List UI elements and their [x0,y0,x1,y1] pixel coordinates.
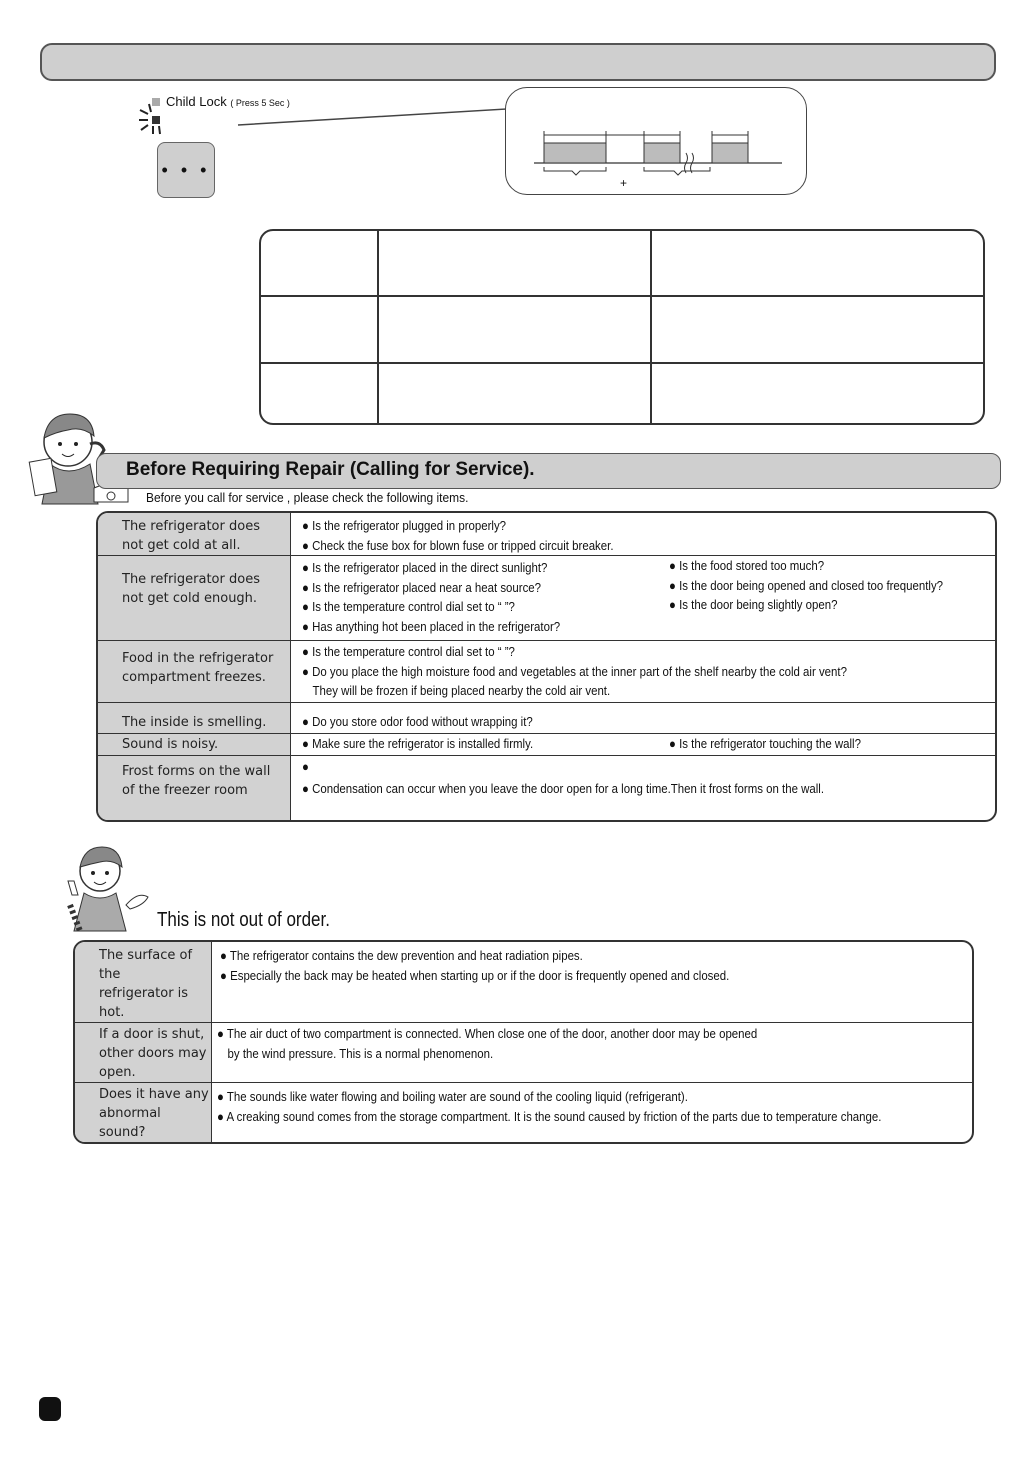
row-label: The inside is smelling. [98,703,291,734]
row-content: ● Do you store odor food without wrapping it? [291,703,995,734]
function-table-divider [377,231,379,423]
table-row [98,734,995,756]
function-table-row-line [261,295,983,297]
table-row [98,703,995,734]
page-number-badge [39,1397,61,1421]
callout-pointer [236,108,508,130]
row-content: ● Is the temperature control dial set to “ ”? ● Do you place the high moisture food and vegetables at the inner part of the shelf nearby the cold air vent? They will be frozen if being placed nearby the cold air vent. [291,641,995,703]
table-row [75,1023,972,1083]
row-label: Food in the refrigerator compartment freezes. [98,641,291,703]
child-lock-button[interactable]: • • • [157,142,215,198]
row-content: ● Is the refrigerator placed in the direct sunlight? ● Is the refrigerator placed near a heat source? ● Is the temperature control dial set to “ ”? ● Has anything hot been placed in the refrigerator? ● Is the food stored too much? ● Is the door being opened and closed too frequently? ● Is the door being slightly open? [291,556,995,641]
row-content: ● Is the refrigerator plugged in properly? ● Check the fuse box for blown fuse or tripped circuit breaker. [291,513,995,556]
row-label: The refrigerator does not get cold enough. [98,556,291,641]
row-label: The refrigerator does not get cold at all. [98,513,291,556]
repair-title: Before Requiring Repair (Calling for Service). [126,459,535,480]
timing-diagram [530,125,790,195]
function-table-divider [650,231,652,423]
table-row [98,556,995,641]
function-table-row-line [261,362,983,364]
table-row [75,942,972,1023]
row-content: ● ● Condensation can occur when you leave the door open for a long time.Then it frost forms on the wall. [302,759,825,796]
table-row [75,1083,972,1142]
table-row [98,756,995,820]
row-label: If a door is shut, other doors may open. [75,1023,212,1083]
girl-ok-icon [66,845,154,933]
table-row [98,641,995,703]
child-lock-label: Child Lock ( Press 5 Sec ) [166,94,290,109]
repair-subtitle: Before you call for service , please check the following items. [146,490,469,505]
callout-plus: + [620,176,628,190]
row-content: ● The refrigerator contains the dew prevention and heat radiation pipes. ● Especially the back may be heated when starting up or if the door is frequently opened and closed. [212,942,972,1023]
not-out-of-order-title: This is not out of order. [157,909,330,931]
row-label: Sound is noisy. [98,734,291,756]
row-content: ● The sounds like water flowing and boiling water are sound of the cooling liquid (refrigerant). ● A creaking sound comes from the storage compartment. It is the sound caused by friction of the parts due to temperature change. [216,1089,882,1124]
row-content: ● Make sure the refrigerator is installed firmly. ● Is the refrigerator touching the wall? [291,734,995,756]
row-label: Does it have any abnormal sound? [75,1083,212,1142]
section-header-bar [40,43,996,81]
function-table [259,229,985,425]
row-label: Frost forms on the wall of the freezer room [98,756,291,820]
not-out-of-order-table [73,940,974,1144]
table-row [98,513,995,556]
flashing-light-icon [136,96,166,136]
repair-table [96,511,997,822]
row-label: The surface of the refrigerator is hot. [75,942,212,1023]
row-content: ● The air duct of two compartment is connected. When close one of the door, another door may be opened by the wind pressure. This is a normal phenomenon. [212,1023,972,1083]
